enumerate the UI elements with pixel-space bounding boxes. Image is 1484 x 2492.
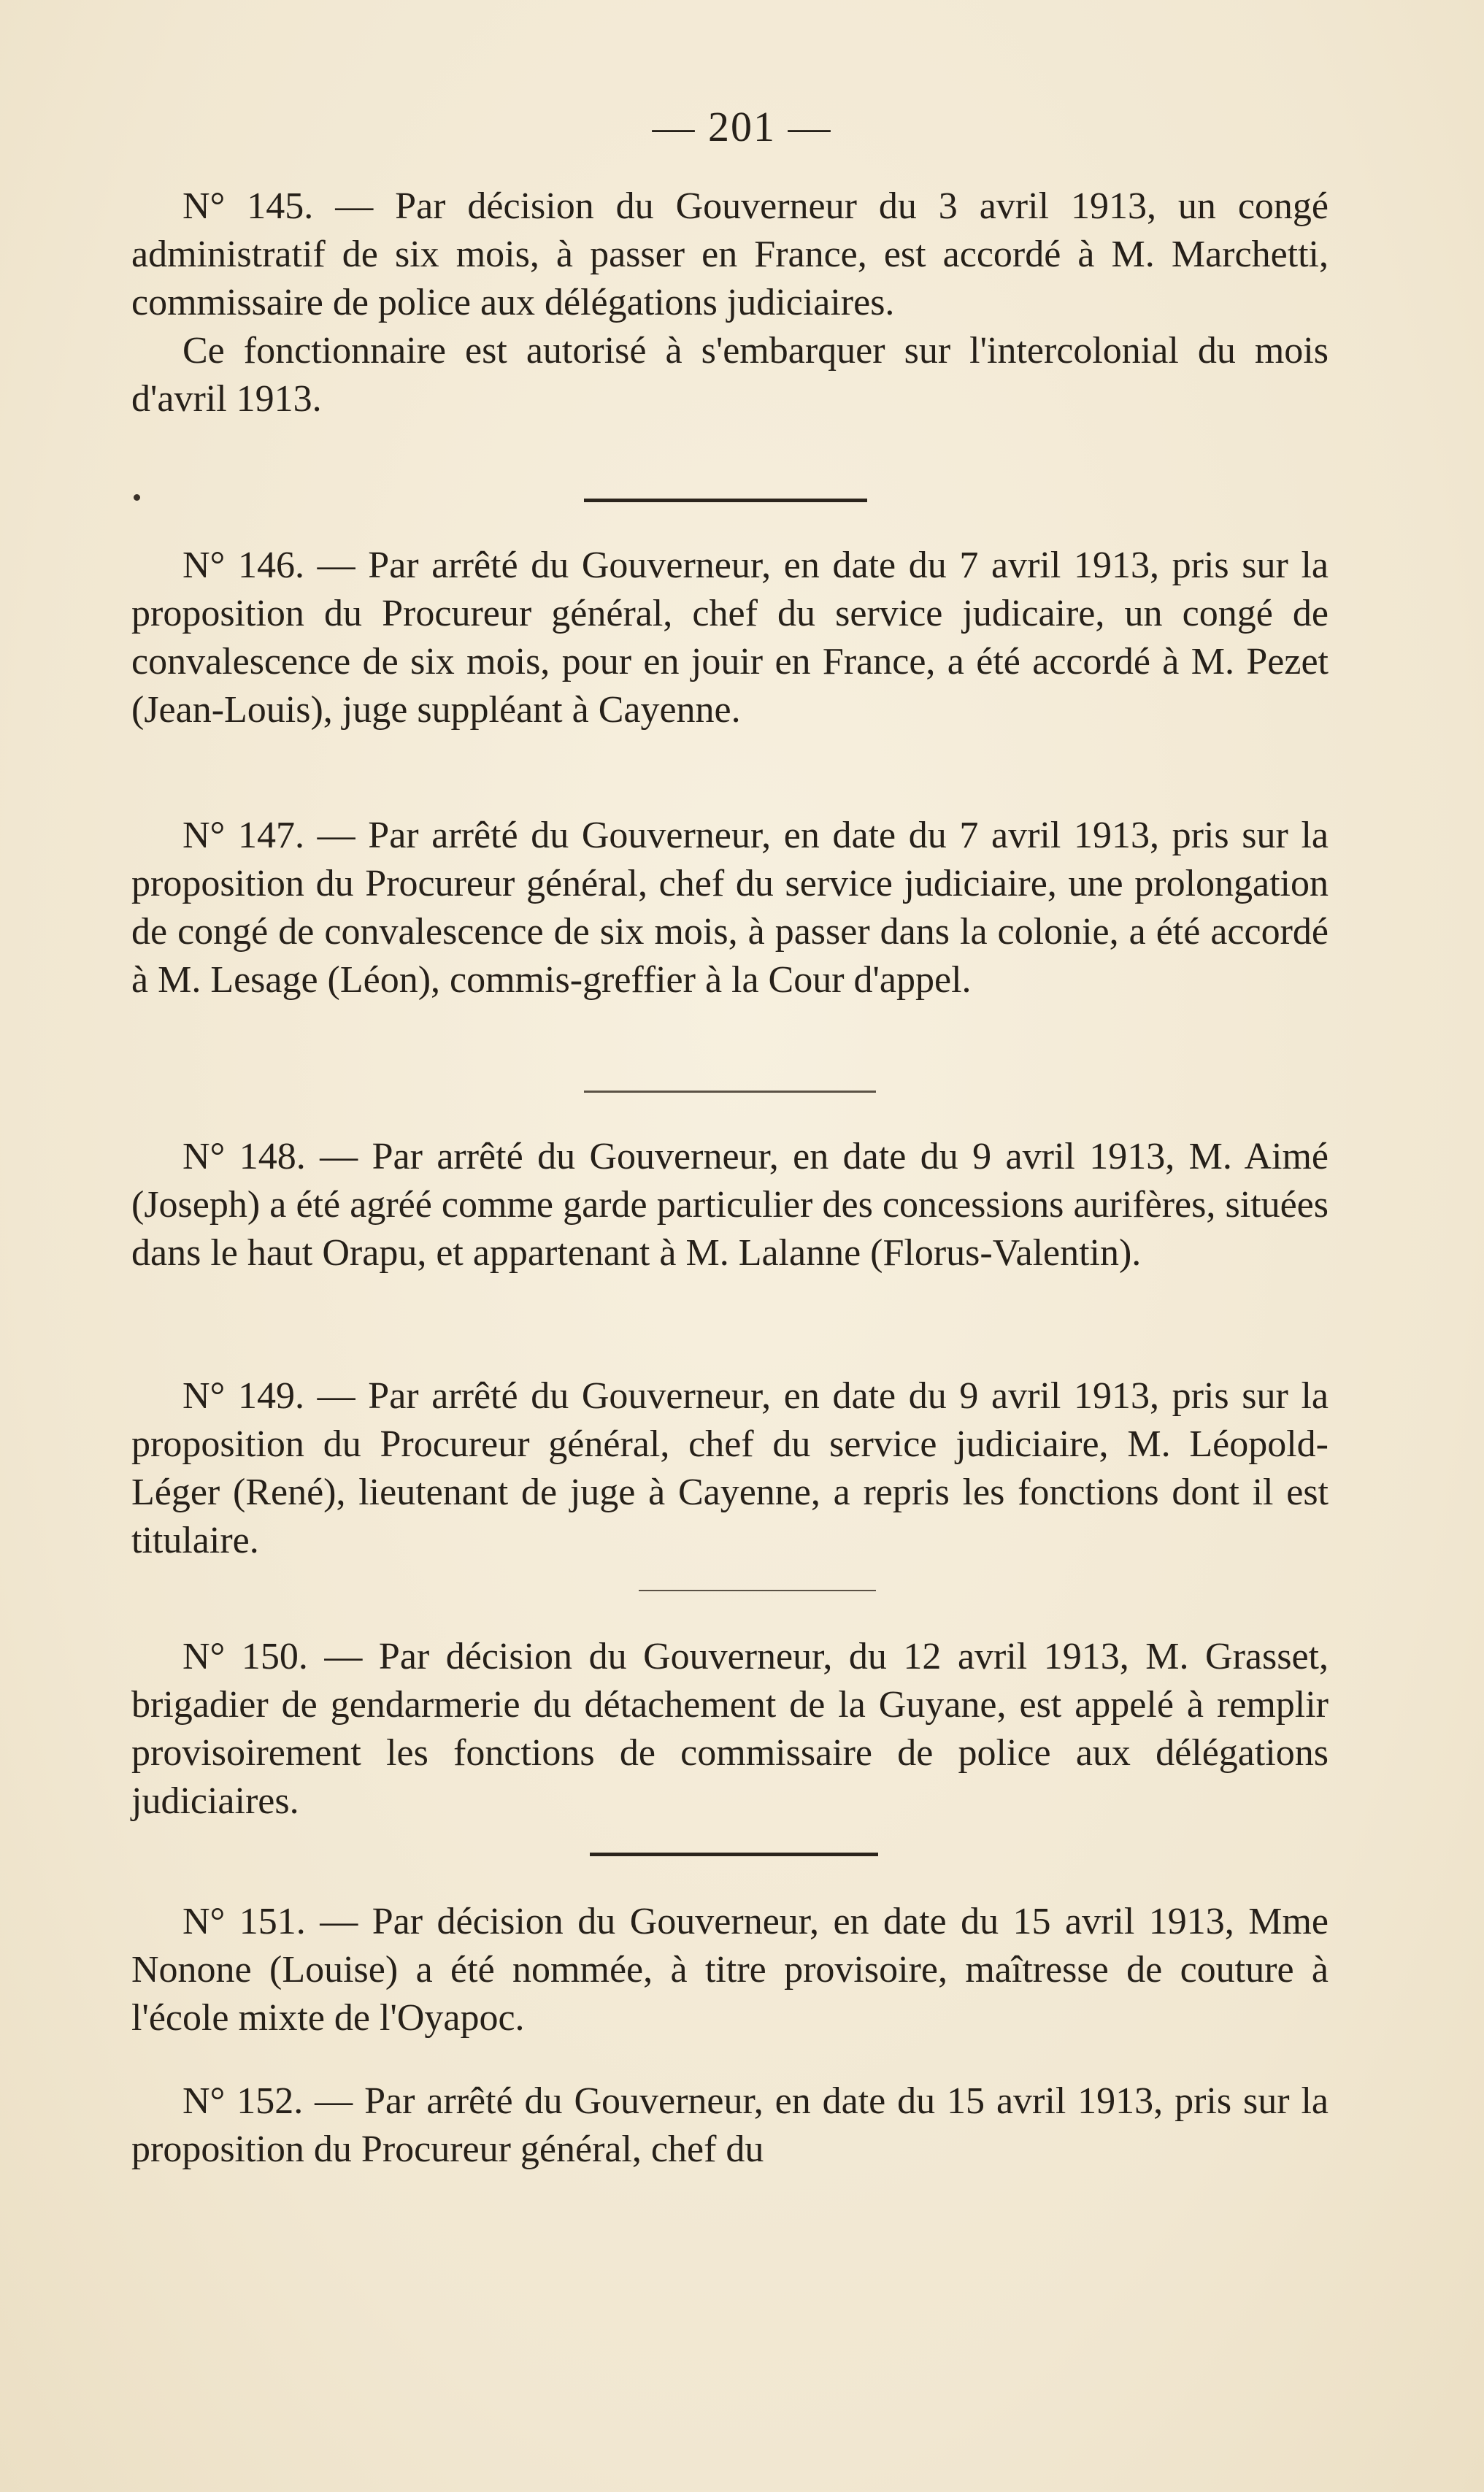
entry-148 bbox=[131, 1133, 1329, 1277]
entry-149 bbox=[131, 1372, 1329, 1565]
entry-145-paragraph-2: Ce fonctionnaire est autorisé à s'embarquer sur l'intercolonial du mois d'avril 1913. bbox=[131, 330, 1329, 420]
entry-151-paragraph-1: N° 151. — Par décision du Gouverneur, en date du 15 avril 1913, Mme Nonone (Louise) a été nommée, à titre provisoire, maîtresse de couture à l'école mixte de l'Oyapoc. bbox=[131, 1901, 1329, 2039]
entry-151 bbox=[131, 1898, 1329, 2042]
entry-146 bbox=[131, 542, 1329, 734]
entry-146-paragraph-1: N° 146. — Par arrêté du Gouverneur, en date du 7 avril 1913, pris sur la proposition du Procureur général, chef du service judicaire, un congé de convalescence de six mois, pour en jouir en France, a été accordé à M. Pezet (Jean-Louis), juge suppléant à Cayenne. bbox=[131, 545, 1329, 731]
ink-speck bbox=[134, 494, 140, 501]
entry-150 bbox=[131, 1633, 1329, 1826]
entry-148-paragraph-1: N° 148. — Par arrêté du Gouverneur, en date du 9 avril 1913, M. Aimé (Joseph) a été agréé comme garde particulier des concessions aurifères, situées dans le haut Orapu, et appartenant à M. Lalanne (Florus-Valentin). bbox=[131, 1136, 1329, 1274]
entry-152 bbox=[131, 2077, 1329, 2174]
entry-147-paragraph-1: N° 147. — Par arrêté du Gouverneur, en date du 7 avril 1913, pris sur la proposition du Procureur général, chef du service judiciaire, une prolongation de congé de convalescence de six mois, à passer dans la colonie, a été accordé à M. Lesage (Léon), commis-greffier à la Cour d'appel. bbox=[131, 815, 1329, 1001]
separator-rule bbox=[584, 499, 867, 502]
entry-145 bbox=[131, 182, 1329, 423]
separator-rule bbox=[584, 1091, 876, 1093]
entry-149-paragraph-1: N° 149. — Par arrêté du Gouverneur, en date du 9 avril 1913, pris sur la proposition du Procureur général, chef du service judiciaire, M. Léopold-Léger (René), lieutenant de juge à Cayenne, a repris les fonctions dont il est titulaire. bbox=[131, 1375, 1329, 1561]
entry-145-paragraph-1: N° 145. — Par décision du Gouverneur du 3 avril 1913, un congé administratif de six mois, à passer en France, est accordé à M. Marchetti, commissaire de police aux délégations judiciaires. bbox=[131, 185, 1329, 323]
entry-147 bbox=[131, 812, 1329, 1004]
separator-rule bbox=[639, 1590, 876, 1591]
page-number: — 201 — bbox=[652, 103, 832, 150]
entry-150-paragraph-1: N° 150. — Par décision du Gouverneur, du 12 avril 1913, M. Grasset, brigadier de gendarmerie du détachement de la Guyane, est appelé à remplir provisoirement les fonctions de commissaire de police aux délégations judiciaires. bbox=[131, 1636, 1329, 1822]
entry-152-paragraph-1: N° 152. — Par arrêté du Gouverneur, en date du 15 avril 1913, pris sur la proposition du Procureur général, chef du bbox=[131, 2080, 1329, 2170]
separator-rule bbox=[590, 1853, 878, 1856]
